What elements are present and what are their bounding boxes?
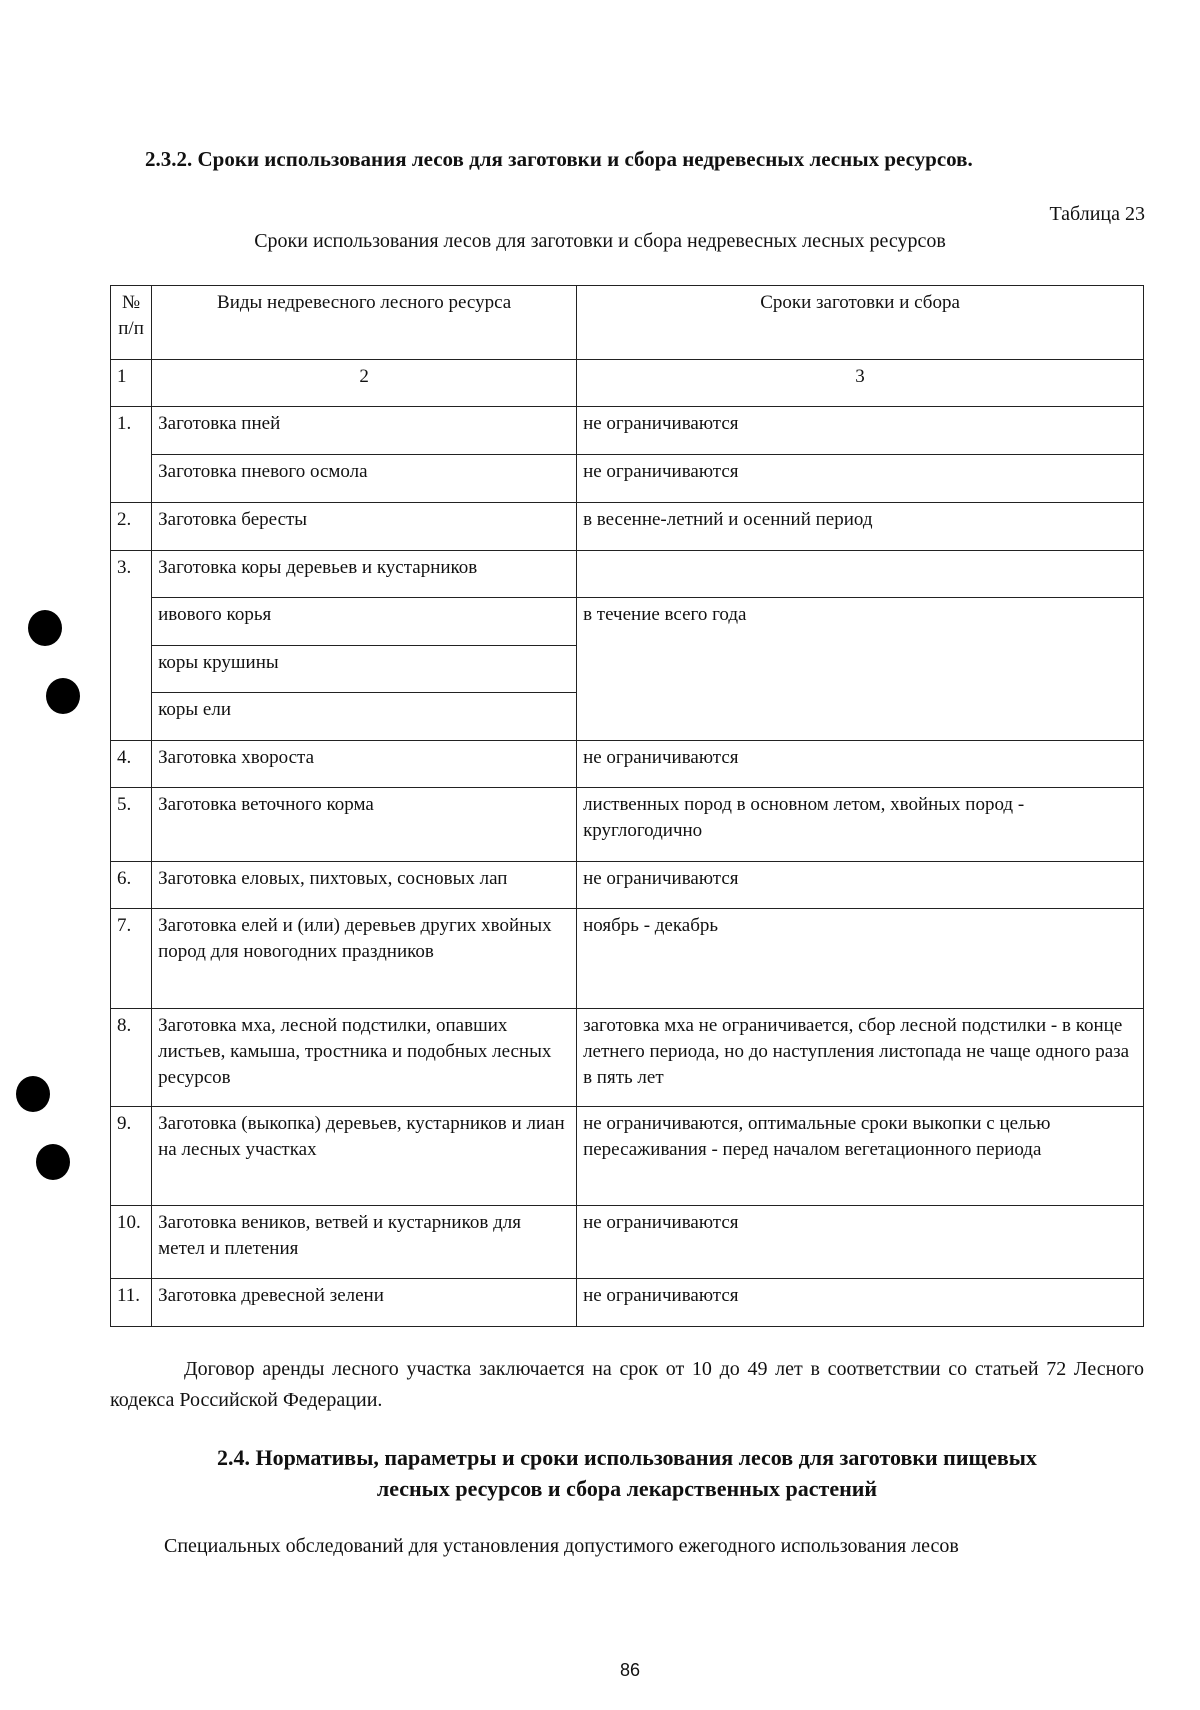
resource-cell: Заготовка веточного корма	[152, 788, 577, 862]
terms-cell: не ограничиваются, оптимальные сроки выкопки с целью пересаживания - перед началом вегетационного периода	[577, 1107, 1144, 1206]
header-number: № п/п	[111, 286, 152, 360]
row-number: 2.	[111, 503, 152, 551]
section-heading: 2.3.2. Сроки использования лесов для заготовки и сбора недревесных лесных ресурсов.	[145, 147, 973, 171]
resource-cell: Заготовка еловых, пихтовых, сосновых лап	[152, 862, 577, 909]
resources-table	[110, 285, 1144, 1327]
lease-paragraph: Договор аренды лесного участка заключается на срок от 10 до 49 лет в соответствии со статьей 72 Лесного кодекса Российской Федерации.	[110, 1358, 1144, 1411]
terms-cell: не ограничиваются	[577, 1206, 1144, 1279]
punch-hole-mark	[16, 1076, 50, 1112]
resource-cell: Заготовка веников, ветвей и кустарников для метел и плетения	[152, 1206, 577, 1279]
punch-hole-mark	[46, 678, 80, 714]
terms-cell: не ограничиваются	[577, 407, 1144, 455]
table-row	[111, 455, 1144, 503]
table-row	[111, 788, 1144, 862]
resource-cell: Заготовка пневого осмола	[152, 455, 577, 503]
terms-cell: не ограничиваются	[577, 1279, 1144, 1327]
table-header-row	[111, 286, 1144, 360]
surveys-paragraph: Специальных обследований для установления допустимого ежегодного использования лесов	[164, 1535, 959, 1557]
row-number: 8.	[111, 1009, 152, 1107]
resource-cell: Заготовка (выкопка) деревьев, кустарников и лиан на лесных участках	[152, 1107, 577, 1206]
table-number: Таблица 23	[1049, 203, 1145, 225]
table-row	[111, 862, 1144, 909]
terms-cell: лиственных пород в основном летом, хвойных пород - круглогодично	[577, 788, 1144, 862]
resource-subcell: ивового корья	[152, 598, 577, 646]
table-row	[111, 741, 1144, 788]
resource-cell: Заготовка пней	[152, 407, 577, 455]
col-number-2: 2	[152, 360, 577, 407]
table-row	[111, 1279, 1144, 1327]
col-number-1: 1	[111, 360, 152, 407]
table-row	[111, 1107, 1144, 1206]
table-caption: Сроки использования лесов для заготовки и сбора недревесных лесных ресурсов	[254, 230, 946, 252]
terms-cell: не ограничиваются	[577, 862, 1144, 909]
terms-cell: в течение всего года	[577, 598, 1144, 741]
row-number: 5.	[111, 788, 152, 862]
row-number: 11.	[111, 1279, 152, 1327]
section-heading-line: лесных ресурсов и сбора лекарственных растений	[376, 1476, 878, 1501]
punch-hole-mark	[28, 610, 62, 646]
row-number: 3.	[111, 551, 152, 741]
header-resource: Виды недревесного лесного ресурса	[152, 286, 577, 360]
row-number: 10.	[111, 1206, 152, 1279]
table-row	[111, 407, 1144, 455]
resource-subcell: коры крушины	[152, 646, 577, 693]
table-row	[111, 909, 1144, 1009]
resource-cell: Заготовка древесной зелени	[152, 1279, 577, 1327]
page-number: 86	[619, 1660, 641, 1680]
section-heading-2-4	[110, 1442, 1144, 1504]
resource-cell: Заготовка коры деревьев и кустарников	[152, 551, 577, 598]
resource-cell: Заготовка хвороста	[152, 741, 577, 788]
table-row	[111, 1009, 1144, 1107]
terms-cell: ноябрь - декабрь	[577, 909, 1144, 1009]
terms-cell-empty	[577, 551, 1144, 598]
terms-cell: заготовка мха не ограничивается, сбор лесной подстилки - в конце летнего периода, но до наступления листопада не чаще одного раза в пять лет	[577, 1009, 1144, 1107]
header-terms: Сроки заготовки и сбора	[577, 286, 1144, 360]
section-heading-line: 2.4. Нормативы, параметры и сроки использования лесов для заготовки пищевых	[217, 1445, 1037, 1470]
row-number: 7.	[111, 909, 152, 1009]
column-numbers-row	[111, 360, 1144, 407]
row-number: 1.	[111, 407, 152, 503]
table-row	[111, 598, 1144, 646]
table-row	[111, 1206, 1144, 1279]
row-number: 4.	[111, 741, 152, 788]
resource-subcell: коры ели	[152, 693, 577, 741]
terms-cell: в весенне-летний и осенний период	[577, 503, 1144, 551]
row-number: 6.	[111, 862, 152, 909]
terms-cell: не ограничиваются	[577, 741, 1144, 788]
resource-cell: Заготовка елей и (или) деревьев других хвойных пород для новогодних праздников	[152, 909, 577, 1009]
resource-cell: Заготовка мха, лесной подстилки, опавших листьев, камыша, тростника и подобных лесных ресурсов	[152, 1009, 577, 1107]
table-row	[111, 551, 1144, 598]
punch-hole-mark	[36, 1144, 70, 1180]
row-number: 9.	[111, 1107, 152, 1206]
table-row	[111, 503, 1144, 551]
resource-cell: Заготовка бересты	[152, 503, 577, 551]
col-number-3: 3	[577, 360, 1144, 407]
terms-cell: не ограничиваются	[577, 455, 1144, 503]
